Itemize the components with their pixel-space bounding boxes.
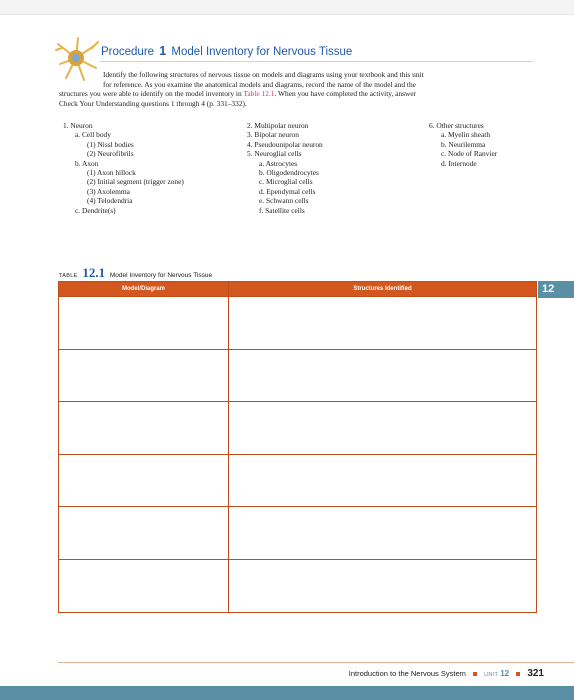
list-item: c. Dendrite(s) [75, 205, 116, 215]
procedure-title [101, 44, 352, 58]
instructions-line [59, 89, 534, 99]
procedure-instructions [59, 70, 534, 108]
list-item: 5. Neuroglial cells [247, 149, 302, 159]
structures-identified-cell[interactable] [229, 402, 537, 455]
table-reference-link[interactable]: Table 12.1 [243, 89, 275, 99]
list-item: 3. Bipolar neuron [247, 130, 299, 140]
structures-identified-cell[interactable] [229, 507, 537, 560]
list-item: 2. Multipolar neuron [247, 121, 309, 130]
list-item: (1) Axon hillock [87, 168, 136, 178]
table-caption [59, 265, 212, 281]
structures-identified-cell[interactable] [229, 454, 537, 507]
title-divider [100, 61, 533, 62]
instructions-text: . When you have completed the activity, answer [274, 89, 417, 99]
page-number: 321 [527, 668, 544, 679]
list-item: b. Oligodendrocytes [259, 168, 319, 178]
list-item: 4. Pseudounipolar neuron [247, 139, 323, 149]
list-item: (2) Initial segment (trigger zone) [87, 177, 184, 187]
model-diagram-cell[interactable] [59, 297, 229, 350]
model-diagram-cell[interactable] [59, 507, 229, 560]
instructions-line: for reference. As you examine the anatomical models and diagrams, record the name of the model and the [103, 79, 416, 89]
model-diagram-cell[interactable] [59, 349, 229, 402]
structures-identified-cell[interactable] [229, 297, 537, 350]
list-item: a. Cell body [75, 130, 111, 140]
table-number: 12.1 [82, 265, 106, 280]
list-item: 6. Other structures [429, 121, 484, 130]
table-label: TABLE [59, 273, 78, 279]
list-item: f. Satellite cells [259, 205, 305, 215]
instructions-line: Identify the following structures of nervous tissue on models and diagrams using your textbook and this unit [103, 70, 424, 79]
model-diagram-cell[interactable] [59, 402, 229, 455]
footer-divider [58, 662, 574, 663]
footer-chapter-title: Introduction to the Nervous System [348, 669, 466, 678]
separator-square-icon [516, 672, 520, 676]
procedure-number: 1 [159, 44, 167, 58]
instructions-line: Check Your Understanding questions 1 through 4 (p. 331–332). [59, 98, 247, 108]
table-row [59, 349, 537, 402]
list-item: (3) Axolemma [87, 186, 130, 196]
list-item: e. Schwann cells [259, 196, 309, 206]
separator-square-icon [473, 672, 477, 676]
list-item: a. Astrocytes [259, 158, 298, 168]
bottom-color-band [0, 686, 574, 700]
list-item: a. Myelin sheath [441, 130, 491, 140]
model-inventory-table [58, 281, 537, 613]
list-item: (4) Telodendria [87, 196, 133, 206]
list-item: d. Internode [441, 158, 477, 168]
list-item: (1) Nissl bodies [87, 139, 134, 149]
list-item: d. Ependymal cells [259, 186, 316, 196]
list-item: c. Node of Ranvier [441, 149, 498, 159]
procedure-word: Procedure [101, 46, 155, 58]
list-item: c. Microglial cells [259, 177, 313, 187]
model-diagram-cell[interactable] [59, 454, 229, 507]
structures-identified-cell[interactable] [229, 349, 537, 402]
structures-list-column-3 [429, 121, 497, 168]
page-footer [349, 668, 544, 679]
table-row [59, 402, 537, 455]
table-row [59, 507, 537, 560]
procedure-name: Model Inventory for Nervous Tissue [171, 46, 353, 58]
footer-unit-label: UNIT [484, 672, 499, 678]
table-title: Model Inventory for Nervous Tissue [109, 272, 213, 279]
structures-list-column-1 [63, 121, 184, 215]
top-toolbar-strip [0, 0, 574, 15]
structures-identified-cell[interactable] [229, 559, 537, 612]
table-row [59, 454, 537, 507]
chapter-side-tab: 12 [538, 281, 574, 298]
list-item: (2) Neurofibrils [87, 149, 134, 159]
list-item: 1. Neuron [63, 121, 93, 130]
column-header-model-diagram: Model/Diagram [59, 282, 229, 297]
model-diagram-cell[interactable] [59, 559, 229, 612]
table-row [59, 297, 537, 350]
footer-unit-number: 12 [500, 669, 510, 678]
table-row [59, 559, 537, 612]
list-item: b. Axon [75, 158, 99, 168]
instructions-text: structures you were able to identify on the model inventory in [59, 89, 244, 99]
list-item: b. Neurilemma [441, 139, 486, 149]
column-header-structures-identified: Structures Identified [229, 282, 537, 297]
table-header-row [59, 282, 537, 297]
structures-list-column-2 [247, 121, 323, 215]
